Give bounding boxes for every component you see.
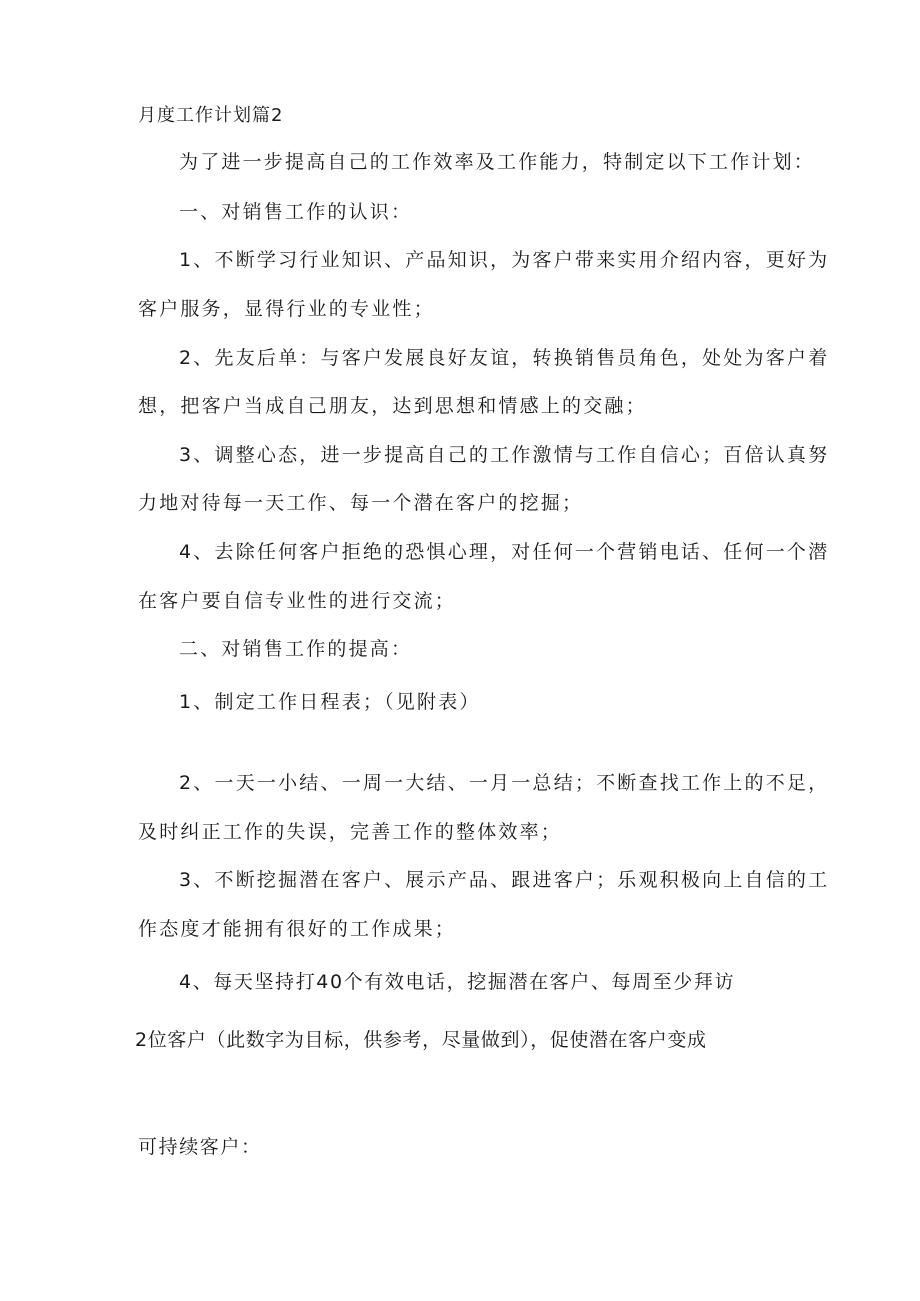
intro-paragraph: 为了进一步提高自己的工作效率及工作能力，特制定以下工作计划： (179, 151, 816, 173)
section-1-item-3-line-2: 力地对待每一天工作、每一个潜在客户的挖掘； (138, 492, 584, 514)
section-1-item-1-line-1: 1、不断学习行业知识、产品知识，为客户带来实用介绍内容，更好为 (179, 249, 830, 271)
section-2-heading: 二、对销售工作的提高： (179, 638, 413, 660)
section-2-item-4-line-3: 可持续客户： (138, 1136, 262, 1158)
section-1-item-3-line-1: 3、调整心态，进一步提高自己的工作激情与工作自信心；百倍认真努 (179, 444, 830, 466)
section-2-item-4-line-2: 2位客户（此数字为目标，供参考，尽量做到），促使潜在客户变成 (135, 1029, 707, 1051)
section-1-heading: 一、对销售工作的认识： (179, 201, 413, 223)
section-2-item-3-line-1: 3、不断挖掘潜在客户、展示产品、跟进客户；乐观积极向上自信的工 (179, 869, 830, 891)
section-2-item-2-line-1: 2、一天一小结、一周一大结、一月一总结；不断查找工作上的不足， (179, 772, 830, 794)
section-1-item-2-line-1: 2、先友后单：与客户发展良好友谊，转换销售员角色，处处为客户着 (179, 347, 830, 369)
section-1-item-4-line-2: 在客户要自信专业性的进行交流； (138, 590, 457, 612)
section-2-item-4-line-1: 4、每天坚持打40个有效电话，挖掘潜在客户、每周至少拜访 (179, 971, 736, 993)
document-title: 月度工作计划篇2 (138, 105, 284, 126)
section-1-item-4-line-1: 4、去除任何客户拒绝的恐惧心理，对任何一个营销电话、任何一个潜 (179, 541, 830, 563)
section-2-item-2-line-2: 及时纠正工作的失误，完善工作的整体效率； (138, 821, 563, 843)
section-1-item-2-line-2: 想，把客户当成自己朋友，达到思想和情感上的交融； (138, 395, 647, 417)
section-2-item-3-line-2: 作态度才能拥有很好的工作成果； (138, 918, 457, 940)
section-2-item-1: 1、制定工作日程表；（见附表） (179, 691, 481, 713)
section-1-item-1-line-2: 客户服务，显得行业的专业性； (138, 298, 435, 320)
